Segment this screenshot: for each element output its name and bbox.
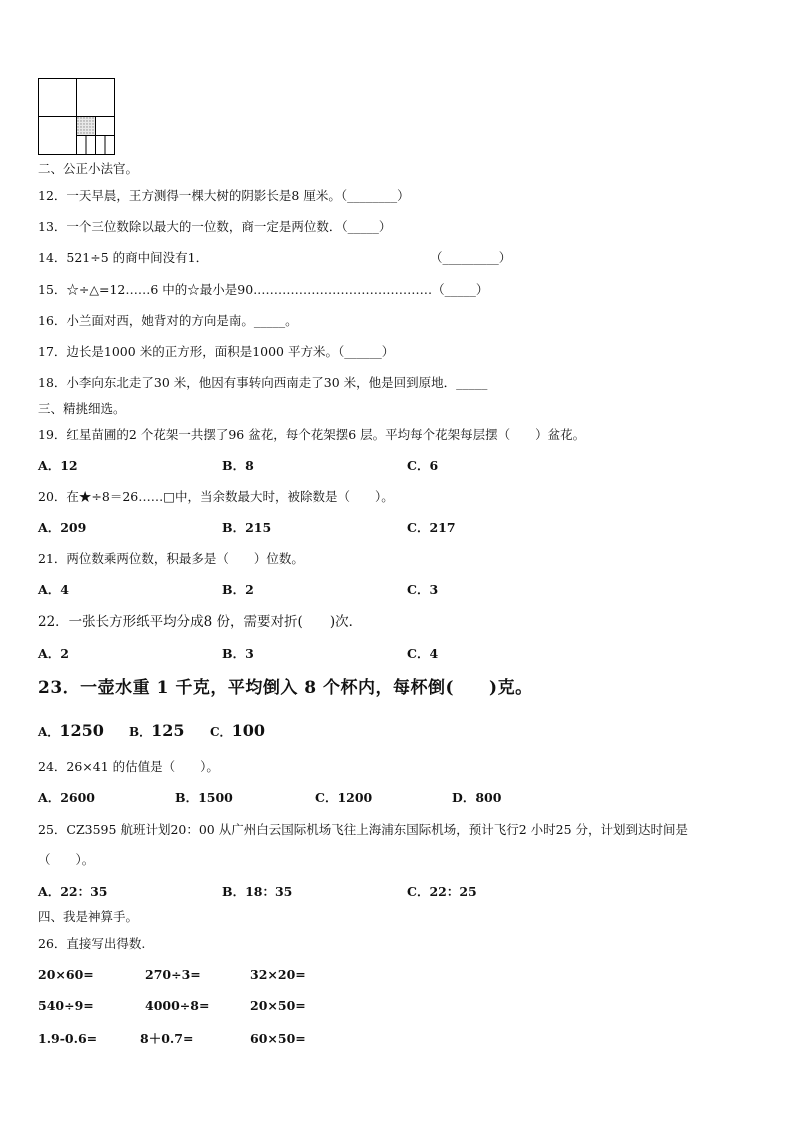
question-25-continued: （ ）。 <box>38 852 95 867</box>
question-25: 25．CZ3595 航班计划20：00 从广州白云国际机场飞往上海浦东国际机场，预计飞行2 小时25 分，计划到达时间是 <box>38 822 689 837</box>
calc-item: 1.9-0.6= <box>38 1031 98 1046</box>
q21-option-c: C．3 <box>407 582 439 597</box>
q24-option-c: C．1200 <box>315 790 373 805</box>
q25-option-b: B．18：35 <box>222 884 293 899</box>
calc-item: 20×50= <box>250 998 306 1013</box>
question-14-answer-blank: （_________） <box>430 250 512 265</box>
calc-item: 60×50= <box>250 1031 306 1046</box>
q19-option-b: B．8 <box>222 458 254 473</box>
question-14: 14．521÷5 的商中间没有1． <box>38 250 209 265</box>
q19-option-a: A．12 <box>38 458 78 473</box>
q23-option-c <box>210 722 265 741</box>
question-15: 15．☆÷△=12……6 中的☆最小是90.……………………………………（_____） <box>38 282 489 297</box>
q20-option-a: A．209 <box>38 520 87 535</box>
q24-option-b: B．1500 <box>175 790 233 805</box>
q23-option-a-value: 1250 <box>59 721 104 740</box>
question-18: 18．小李向东北走了30 米，他因有事转向西南走了30 米，他是回到原地．_____ <box>38 375 488 390</box>
section-heading-choice: 三、精挑细选。 <box>38 401 126 416</box>
section-heading-judgement: 二、公正小法官。 <box>38 161 139 176</box>
question-17: 17．边长是1000 米的正方形，面积是1000 平方米。（______） <box>38 344 395 359</box>
q25-option-c: C．22：25 <box>407 884 477 899</box>
calc-item: 32×20= <box>250 967 306 982</box>
calc-item: 8＋0.7= <box>140 1031 194 1046</box>
calc-item: 540÷9= <box>38 998 94 1013</box>
q23-option-b-value: 125 <box>151 721 185 740</box>
calc-item: 20×60= <box>38 967 94 982</box>
q23-option-a <box>38 722 104 741</box>
section-heading-calculation: 四、我是神算手。 <box>38 909 139 924</box>
question-16: 16．小兰面对西，她背对的方向是南。_____。 <box>38 313 298 328</box>
q23-option-c-value: 100 <box>231 721 265 740</box>
question-20: 20．在★÷8＝26……□中，当余数最大时，被除数是（ ）。 <box>38 489 394 504</box>
q25-option-a: A．22：35 <box>38 884 108 899</box>
question-23: 23．一壶水重 1 千克，平均倒入 8 个杯内，每杯倒( )克。 <box>38 678 533 698</box>
q23-option-b-label: B． <box>129 725 152 739</box>
q21-option-a: A．4 <box>38 582 69 597</box>
q23-option-c-label: C． <box>210 725 232 739</box>
question-19: 19．红星苗圃的2 个花架一共摆了96 盆花，每个花架摆6 层。平均每个花架每层摆（ ）盆花。 <box>38 427 586 442</box>
q24-option-d: D．800 <box>452 790 502 805</box>
question-12: 12．一天早晨，王方测得一棵大树的阴影长是8 厘米。（________） <box>38 188 410 203</box>
q22-option-a: A．2 <box>38 646 69 661</box>
question-26: 26．直接写出得数. <box>38 936 146 951</box>
q23-option-a-label: A． <box>38 725 60 739</box>
question-21: 21．两位数乘两位数，积最多是（ ）位数。 <box>38 551 304 566</box>
q20-option-c: C．217 <box>407 520 456 535</box>
q22-option-b: B．3 <box>222 646 254 661</box>
question-13: 13．一个三位数除以最大的一位数，商一定是两位数．（_____） <box>38 219 392 234</box>
shaded-square-figure <box>38 78 116 156</box>
q23-option-b <box>129 722 185 741</box>
calc-item: 270÷3= <box>145 967 201 982</box>
question-22: 22．一张长方形纸平均分成8 份，需要对折( )次． <box>38 614 363 630</box>
q21-option-b: B．2 <box>222 582 254 597</box>
q22-option-c: C．4 <box>407 646 439 661</box>
q24-option-a: A．2600 <box>38 790 95 805</box>
question-24: 24．26×41 的估值是（ ）。 <box>38 759 219 774</box>
calc-item: 4000÷8= <box>145 998 210 1013</box>
q19-option-c: C．6 <box>407 458 439 473</box>
q20-option-b: B．215 <box>222 520 272 535</box>
